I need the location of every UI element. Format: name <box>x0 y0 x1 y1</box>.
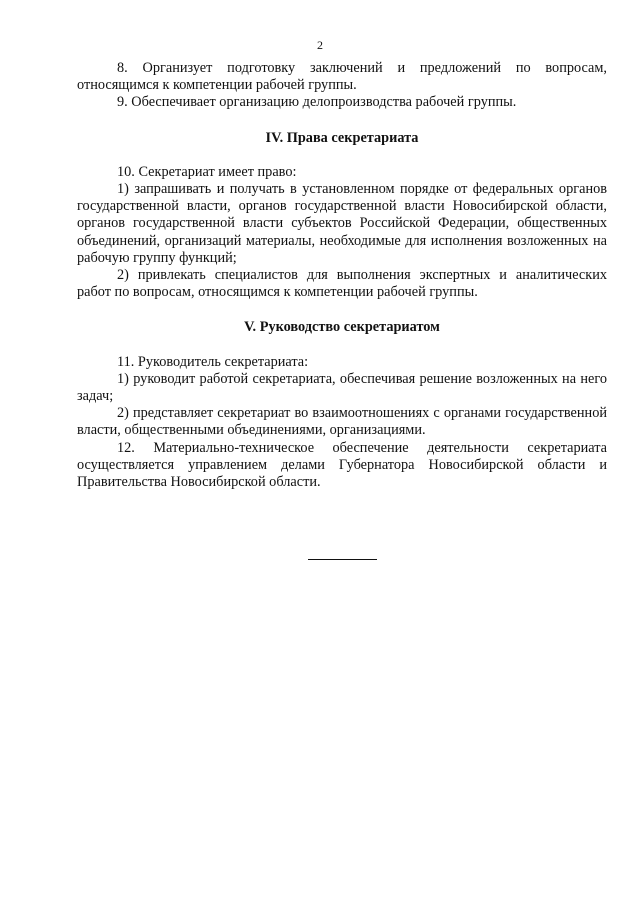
paragraph-item-10: 10. Секретариат имеет право: <box>117 163 297 180</box>
closing-divider <box>308 559 377 560</box>
document-body <box>77 60 607 491</box>
paragraph-item-11-1: 1) руководит работой секретариата, обеспечивая решение возложенных на него задач; <box>77 370 607 405</box>
paragraph-item-10-2: 2) привлекать специалистов для выполнения экспертных и аналитических работ по вопросам, относящимся к компетенции рабочей группы. <box>77 267 607 301</box>
paragraph-item-9: 9. Обеспечивает организацию делопроизводства рабочей группы. <box>117 94 517 111</box>
page-number: 2 <box>317 38 323 52</box>
paragraph-item-11-2: 2) представляет секретариат во взаимоотношениях с органами государственной власти, общественными объединениями, организациями. <box>77 405 607 439</box>
section-5-heading: V. Руководство секретариатом <box>244 319 440 336</box>
paragraph-item-8: 8. Организует подготовку заключений и предложений по вопросам, относящимся к компетенции рабочей группы. <box>77 60 607 94</box>
section-4-heading: IV. Права секретариата <box>265 129 419 146</box>
paragraph-item-10-1: 1) запрашивать и получать в установленном порядке от федеральных органов государственной власти, органов государственной власти Новосибирской области, органов государственной власти субъектов Российской Федерации, общественных объединений, организаций материалы, необходимые для исполнения возложенных на рабочую группу функций; <box>77 181 607 266</box>
paragraph-item-12: 12. Материально-техническое обеспечение деятельности секретариата осуществляется управлением делами Губернатора Новосибирской области и Правительства Новосибирской области. <box>77 439 607 491</box>
paragraph-item-11: 11. Руководитель секретариата: <box>117 353 309 370</box>
